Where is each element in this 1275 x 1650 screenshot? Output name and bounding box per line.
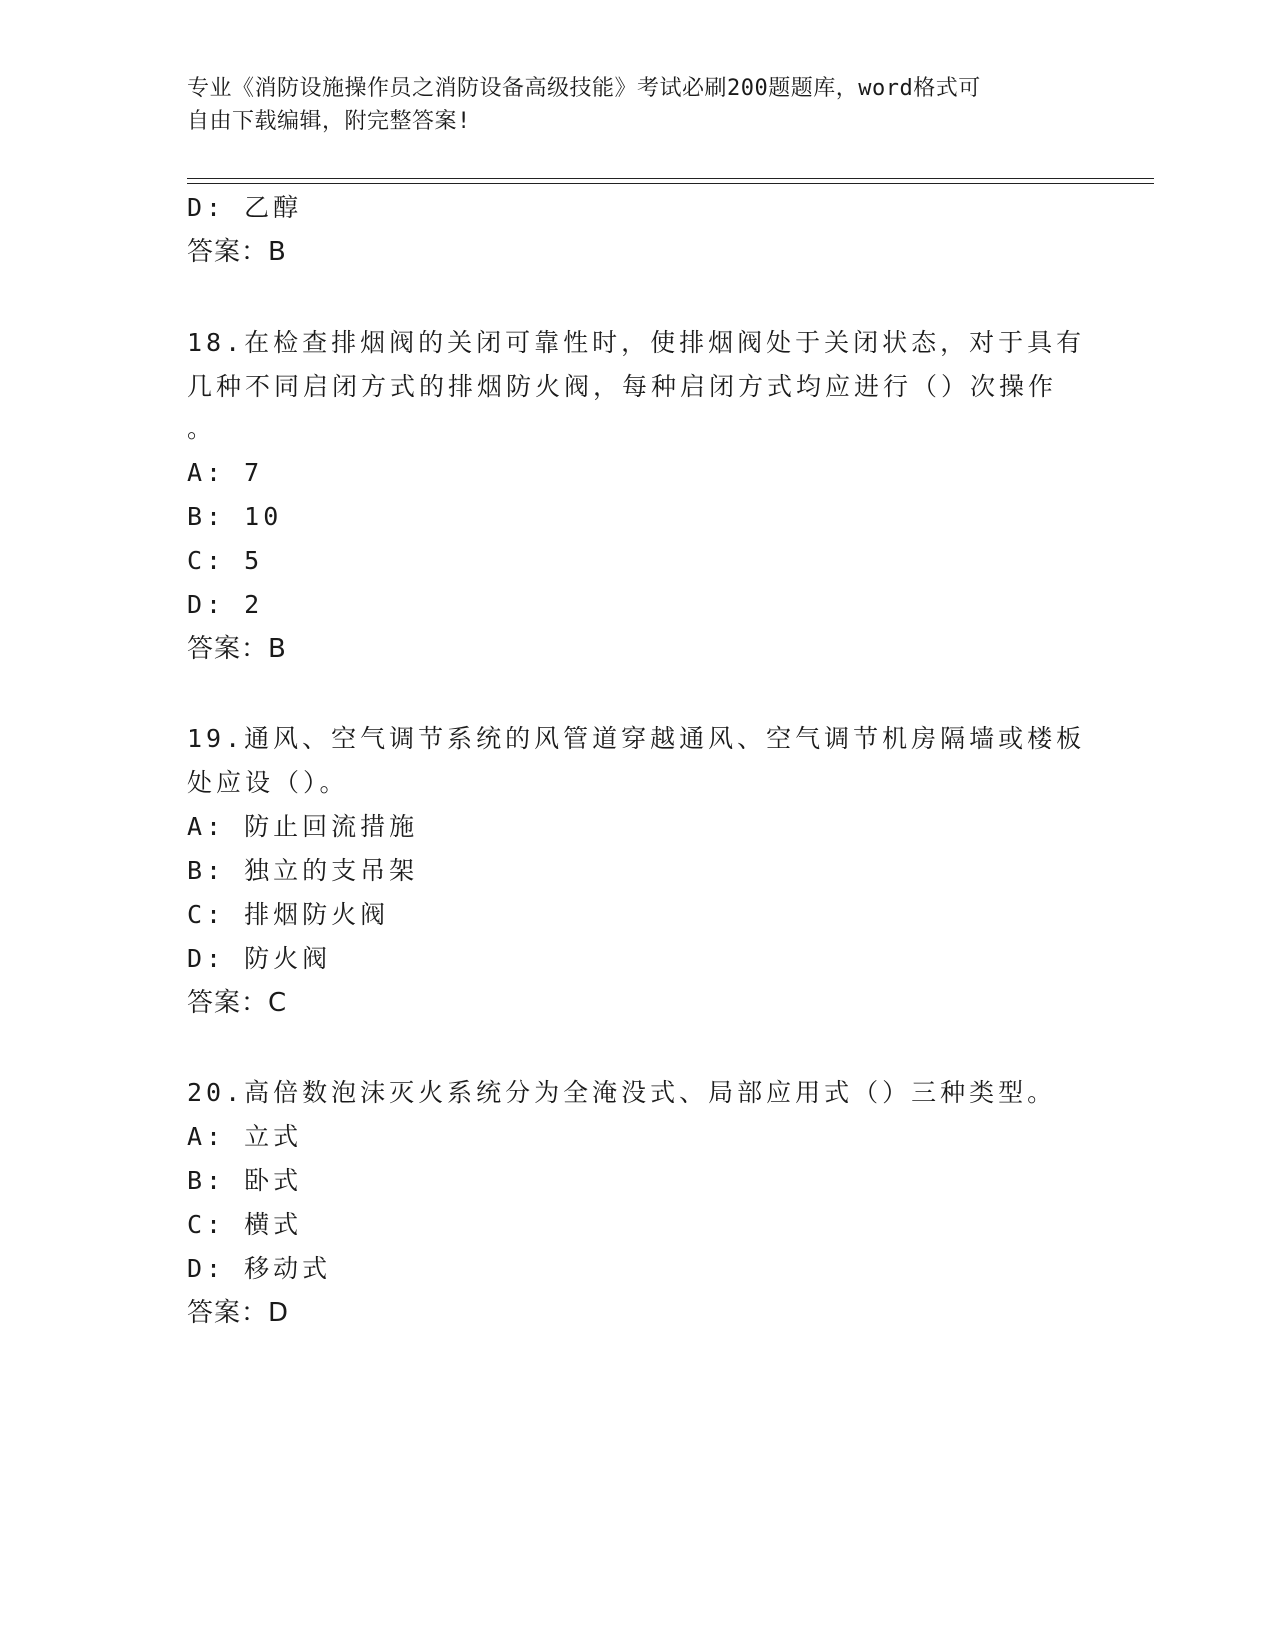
q18-option-a: A: 7 — [187, 458, 264, 487]
q18-text-line-2: 几种不同启闭方式的排烟防火阀，每种启闭方式均应进行（）次操作 — [187, 372, 1058, 401]
q20-text-line-1: 20.高倍数泡沫灭火系统分为全淹没式、局部应用式（）三种类型。 — [187, 1078, 1057, 1107]
prev-answer: 答案：B — [187, 237, 287, 267]
q19-answer: 答案：C — [187, 988, 288, 1018]
q18-text-line-1: 18.在检查排烟阀的关闭可靠性时，使排烟阀处于关闭状态，对于具有 — [187, 328, 1086, 357]
q18-text-line-3: 。 — [187, 414, 217, 443]
header-rule-top — [187, 178, 1154, 179]
q18-answer: 答案：B — [187, 634, 287, 664]
q20-option-b: B: 卧式 — [187, 1166, 303, 1195]
q19-text-line-2: 处应设（）。 — [187, 768, 349, 797]
q18-option-d: D: 2 — [187, 590, 264, 619]
q19-option-d: D: 防火阀 — [187, 944, 332, 973]
q20-option-a: A: 立式 — [187, 1122, 303, 1151]
header-rule-bottom — [187, 183, 1154, 184]
header-line-1: 专业《消防设施操作员之消防设备高级技能》考试必刷200题题库，word格式可 — [187, 76, 981, 101]
q20-answer: 答案：D — [187, 1298, 290, 1328]
q19-option-c: C: 排烟防火阀 — [187, 900, 390, 929]
q18-option-c: C: 5 — [187, 546, 264, 575]
q18-option-b: B: 10 — [187, 502, 283, 531]
q19-text-line-1: 19.通风、空气调节系统的风管道穿越通风、空气调节机房隔墙或楼板 — [187, 724, 1086, 753]
q19-option-a: A: 防止回流措施 — [187, 812, 419, 841]
q20-option-d: D: 移动式 — [187, 1254, 332, 1283]
prev-option-d: D: 乙醇 — [187, 193, 303, 222]
header-line-2: 自由下载编辑，附完整答案! — [187, 109, 471, 134]
q19-option-b: B: 独立的支吊架 — [187, 856, 419, 885]
q20-option-c: C: 横式 — [187, 1210, 303, 1239]
page-header — [187, 72, 1087, 138]
